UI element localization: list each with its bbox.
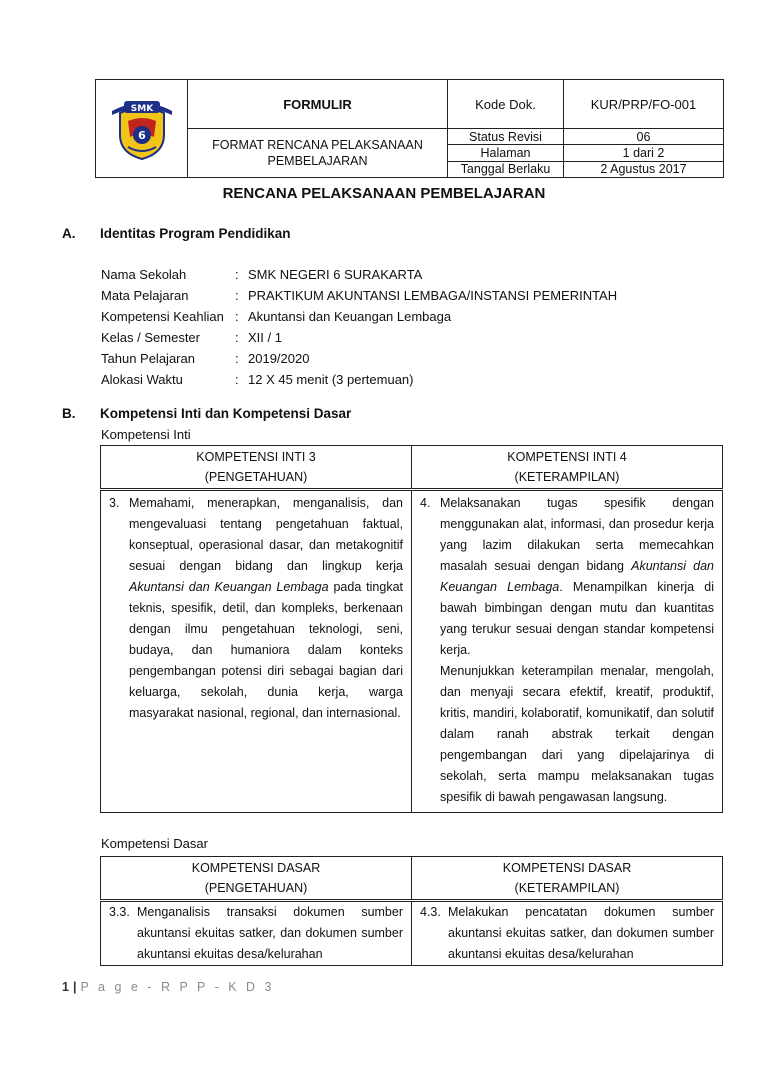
ki4-header: KOMPETENSI INTI 4 (KETERAMPILAN) bbox=[412, 446, 723, 490]
school-logo-cell bbox=[96, 80, 188, 178]
status-revisi-label: Status Revisi bbox=[448, 129, 564, 145]
halaman-label: Halaman bbox=[448, 145, 564, 161]
identity-row: Kelas / Semester : XII / 1 bbox=[101, 330, 282, 345]
document-title: RENCANA PELAKSANAAN PEMBELAJARAN bbox=[222, 185, 546, 202]
identity-row: Tahun Pelajaran : 2019/2020 bbox=[101, 351, 310, 366]
kd-4-3-content: 4.3. Melakukan pencatatan dokumen sumber akuntansi ekuitas satker, dan dokumen sumber akuntansi ekuitas desa/kelurahan bbox=[412, 901, 723, 966]
kode-dok-label: Kode Dok. bbox=[448, 80, 564, 129]
ki4-content: 4. Melaksanakan tugas spesifik dengan menggunakan alat, informasi, dan prosedur kerja yang lazim dilakukan serta memecahkan masalah sesuai dengan bidang Akuntansi dan Keuangan Lembaga. Menampilkan kinerja di bawah bimbingan dengan mutu dan kuantitas yang terukur sesuai dengan standar kompetensi kerja. Menunjukkan keterampilan menalar, mengolah, dan menyaji secara efektif, kreatif, produktif, kritis, mandiri, kolaboratif, komunikatif, dan solutif dalam ranah abstrak terkait dengan pengembangan dari yang dipelajarinya di sekolah, serta mampu melaksanakan tugas spesifik di bawah pengawasan langsung. bbox=[412, 490, 723, 813]
svg-text:6: 6 bbox=[137, 129, 146, 142]
page-number: 1 bbox=[62, 980, 69, 994]
kompetensi-dasar-label: Kompetensi Dasar bbox=[101, 836, 208, 851]
page-footer bbox=[62, 980, 275, 994]
tanggal-berlaku-label: Tanggal Berlaku bbox=[448, 161, 564, 177]
ki3-header: KOMPETENSI INTI 3 (PENGETAHUAN) bbox=[101, 446, 412, 490]
form-subtitle bbox=[188, 129, 448, 178]
school-logo-icon bbox=[106, 91, 178, 163]
identity-row: Kompetensi Keahlian : Akuntansi dan Keuangan Lembaga bbox=[101, 309, 452, 324]
kd-3-3-content: 3.3. Menganalisis transaksi dokumen sumber akuntansi ekuitas satker, dan dokumen sumber akuntansi ekuitas desa/kelurahan bbox=[101, 901, 412, 966]
section-b-number: B. bbox=[62, 406, 76, 421]
footer-text: P a g e - R P P - K D 3 bbox=[80, 980, 275, 994]
form-subtitle-line2: PEMBELAJARAN bbox=[267, 154, 368, 168]
tanggal-berlaku-value: 2 Agustus 2017 bbox=[564, 161, 724, 177]
document-header-table bbox=[95, 79, 724, 178]
kode-dok-value: KUR/PRP/FO-001 bbox=[564, 80, 724, 129]
kompetensi-inti-label: Kompetensi Inti bbox=[101, 427, 191, 442]
status-revisi-value: 06 bbox=[564, 129, 724, 145]
section-b-title: Kompetensi Inti dan Kompetensi Dasar bbox=[100, 406, 352, 421]
kd-keterampilan-header: KOMPETENSI DASAR (KETERAMPILAN) bbox=[412, 857, 723, 901]
section-a-title: Identitas Program Pendidikan bbox=[100, 226, 291, 241]
kompetensi-inti-table bbox=[100, 445, 723, 813]
section-a-number: A. bbox=[62, 226, 76, 241]
form-title: FORMULIR bbox=[188, 80, 448, 129]
section-a-heading bbox=[62, 226, 291, 241]
svg-text:SMK: SMK bbox=[130, 104, 153, 114]
identity-row: Nama Sekolah : SMK NEGERI 6 SURAKARTA bbox=[101, 267, 423, 282]
footer-separator: | bbox=[72, 980, 77, 994]
ki3-content: 3. Memahami, menerapkan, menganalisis, dan mengevaluasi tentang pengetahuan faktual, konseptual, operasional dasar, dan metakognitif sesuai dengan bidang dan lingkup kerja Akuntansi dan Keuangan Lembaga pada tingkat teknis, spesifik, detil, dan kompleks, berkenaan dengan ilmu pengetahuan teknologi, seni, budaya, dan humaniora dalam konteks pengembangan potensi diri sebagai bagian dari keluarga, sekolah, dunia kerja, warga masyarakat nasional, regional, dan internasional. bbox=[101, 490, 412, 813]
kompetensi-dasar-table bbox=[100, 856, 723, 966]
halaman-value: 1 dari 2 bbox=[564, 145, 724, 161]
section-b-heading bbox=[62, 406, 351, 421]
identity-list bbox=[101, 264, 617, 390]
form-subtitle-line1: FORMAT RENCANA PELAKSANAAN bbox=[212, 138, 423, 152]
kd-pengetahuan-header: KOMPETENSI DASAR (PENGETAHUAN) bbox=[101, 857, 412, 901]
identity-row: Alokasi Waktu : 12 X 45 menit (3 pertemuan) bbox=[101, 372, 414, 387]
identity-row: Mata Pelajaran : PRAKTIKUM AKUNTANSI LEMBAGA/INSTANSI PEMERINTAH bbox=[101, 288, 618, 303]
